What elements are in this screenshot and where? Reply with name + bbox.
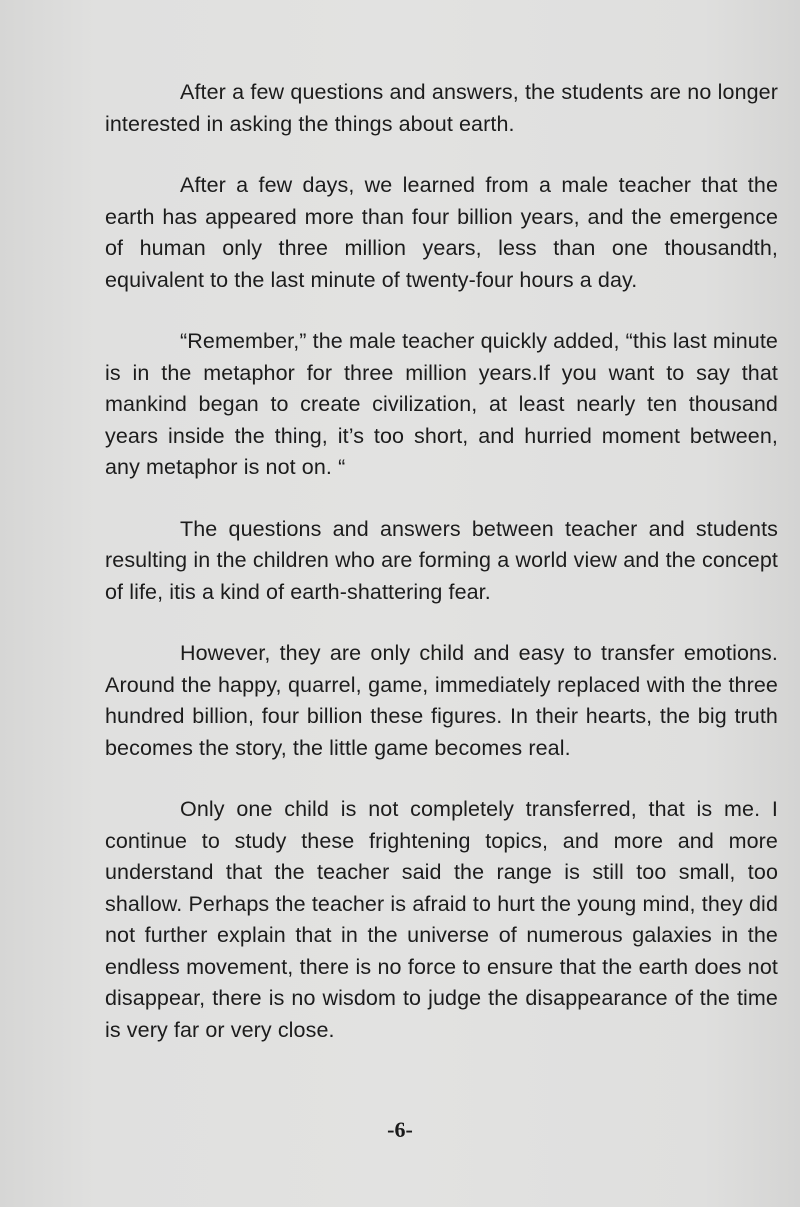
paragraph-5: However, they are only child and easy to transfer emotions. Around the happy, quarrel, game, immediately replaced with the three hundred billion, four billion these figures. In their hearts, the big truth becomes the story, the little game becomes real. — [105, 641, 778, 760]
paragraph-1: After a few questions and answers, the students are no longer interested in asking the things about earth. — [105, 80, 778, 136]
paragraph-6: Only one child is not completely transferred, that is me. I continue to study these frightening topics, and more and more understand that the teacher said the range is still too small, too shallow. Perhaps the teacher is afraid to hurt the young mind, they did not further explain that in the universe of numerous galaxies in the endless movement, there is no force to ensure that the earth does not disappear, there is no wisdom to judge the disappearance of the time is very far or very close. — [105, 797, 778, 1042]
page-number: -6- — [387, 1117, 413, 1142]
body-text — [105, 77, 778, 1076]
paragraph-4: The questions and answers between teacher and students resulting in the children who are forming a world view and the concept of life, itis a kind of earth-shattering fear. — [105, 516, 778, 604]
paragraph-3: “Remember,” the male teacher quickly added, “this last minute is in the metaphor for three million years.If you want to say that mankind began to create civilization, at least nearly ten thousand years inside the thing, it’s too short, and hurried moment between, any metaphor is not on. “ — [105, 329, 778, 479]
paragraph-2: After a few days, we learned from a male teacher that the earth has appeared more than four billion years, and the emergence of human only three million years, less than one thousandth, equivalent to the last minute of twenty-four hours a day. — [105, 173, 778, 292]
